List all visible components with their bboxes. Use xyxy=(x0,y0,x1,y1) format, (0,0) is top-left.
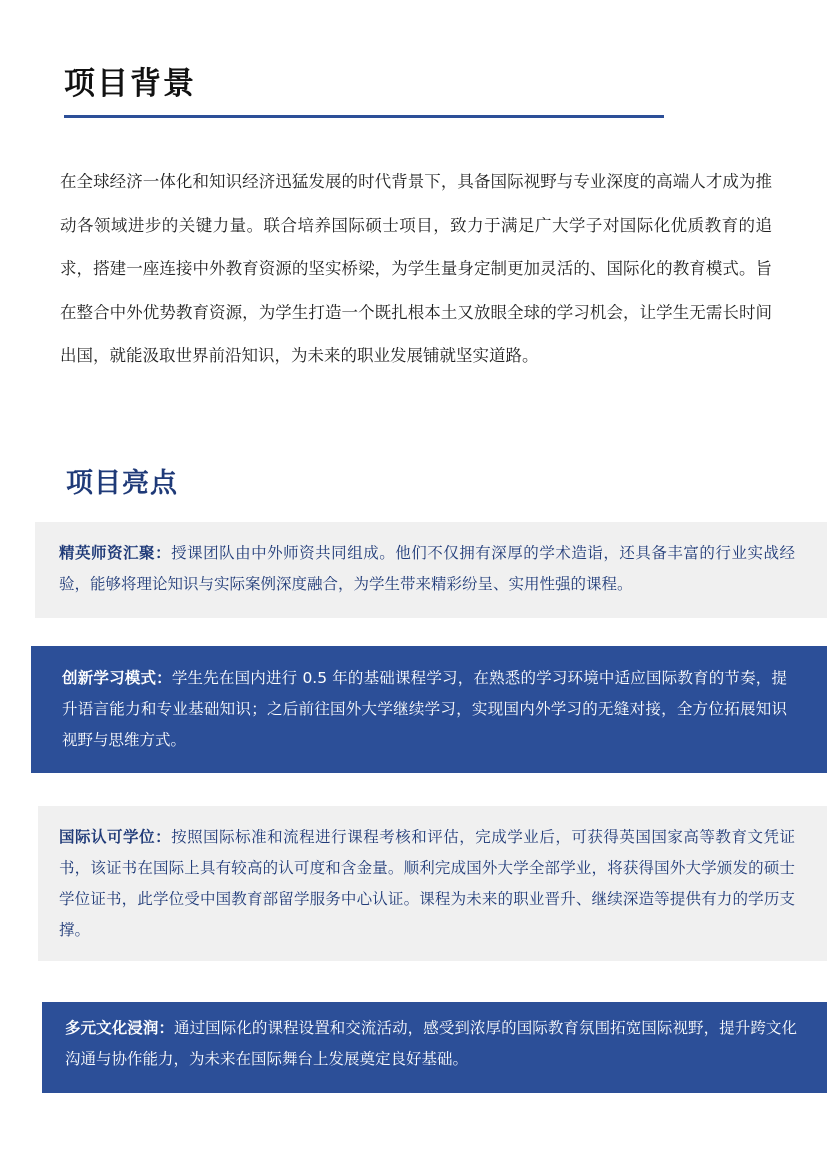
highlight-label: 国际认可学位： xyxy=(59,828,172,846)
highlights-title: 项目亮点 xyxy=(66,468,178,499)
highlight-card-degree xyxy=(38,806,827,961)
highlight-text: 按照国际标准和流程进行课程考核和评估，完成学业后，可获得英国国家高等教育文凭证书，该证书在国际上具有较高的认可度和含金量。顺利完成国外大学全部学业，将获得国外大学颁发的硕士学位证书，此学位受中国教育部留学服务中心认证。课程为未来的职业晋升、继续深造等提供有力的学历支撑。 xyxy=(59,828,795,939)
highlight-text: 授课团队由中外师资共同组成。他们不仅拥有深厚的学术造诣，还具备丰富的行业实战经验，能够将理论知识与实际案例深度融合，为学生带来精彩纷呈、实用性强的课程。 xyxy=(59,544,795,593)
highlight-text: 通过国际化的课程设置和交流活动，感受到浓厚的国际教育氛围拓宽国际视野，提升跨文化沟通与协作能力，为未来在国际舞台上发展奠定良好基础。 xyxy=(65,1019,797,1068)
highlight-text: 学生先在国内进行 0.5 年的基础课程学习，在熟悉的学习环境中适应国际教育的节奏，提升语言能力和专业基础知识；之后前往国外大学继续学习，实现国内外学习的无缝对接，全方位拓展知识视野与思维方式。 xyxy=(62,669,787,749)
background-paragraph: 在全球经济一体化和知识经济迅猛发展的时代背景下，具备国际视野与专业深度的高端人才成为推动各领域进步的关键力量。联合培养国际硕士项目，致力于满足广大学子对国际化优质教育的追求，搭建一座连接中外教育资源的坚实桥梁，为学生量身定制更加灵活的、国际化的教育模式。旨在整合中外优势教育资源，为学生打造一个既扎根本土又放眼全球的学习机会，让学生无需长时间出国，就能汲取世界前沿知识，为未来的职业发展铺就坚实道路。 xyxy=(60,172,772,365)
title-divider xyxy=(64,115,664,118)
highlight-label: 多元文化浸润： xyxy=(65,1019,175,1037)
highlight-card-learning-mode xyxy=(31,646,827,773)
highlight-card-faculty xyxy=(35,522,827,618)
highlight-card-culture xyxy=(42,1002,827,1093)
highlight-label: 创新学习模式： xyxy=(62,669,172,687)
highlight-label: 精英师资汇聚： xyxy=(59,544,172,562)
page-title: 项目背景 xyxy=(64,66,196,102)
